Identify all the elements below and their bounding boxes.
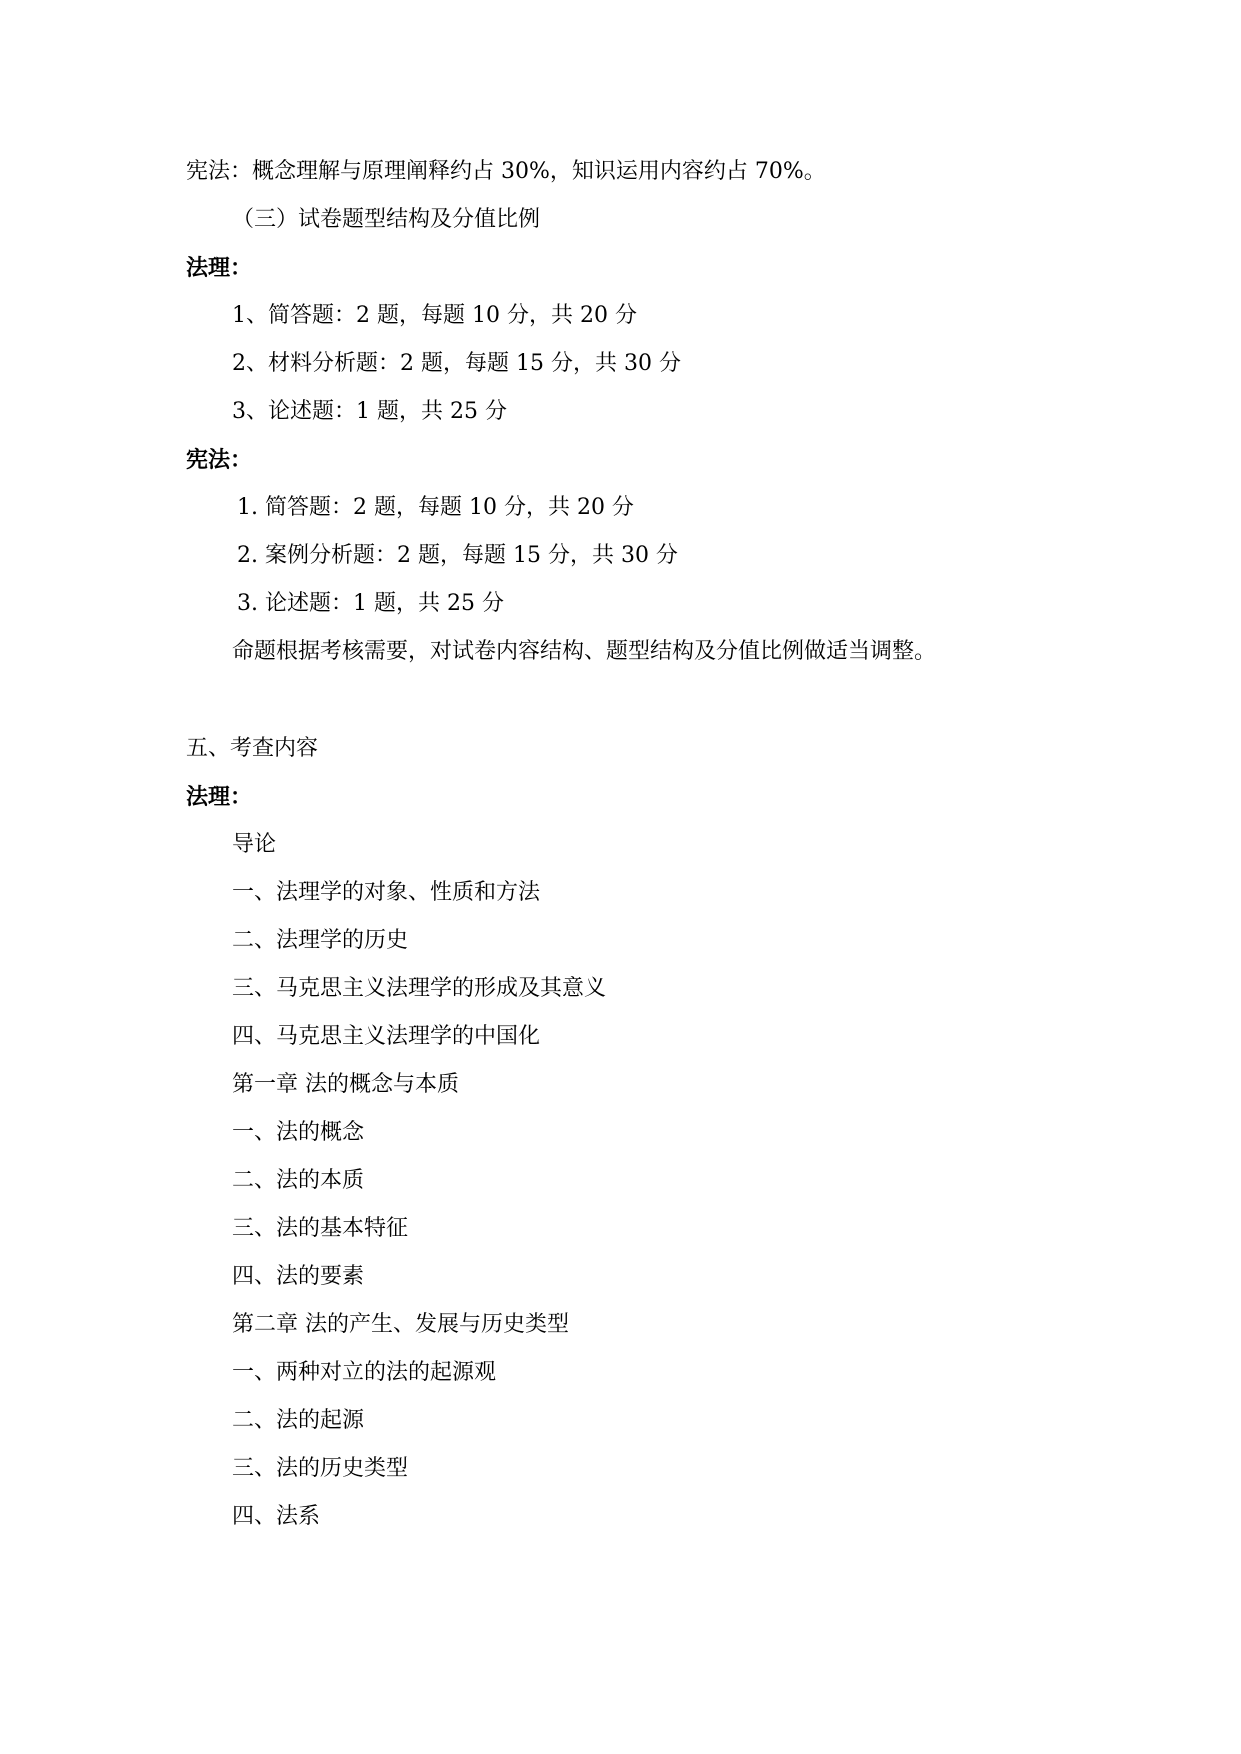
subheading-constitution: 宪法：	[186, 447, 253, 473]
section-heading-exam-content: 五、考查内容	[186, 736, 319, 761]
list-item: 一、法的概念	[232, 1120, 365, 1145]
list-item-material-analysis: 2、材料分析题：2 题，每题 15 分，共 30 分	[232, 351, 681, 376]
chapter-heading-introduction: 导论	[232, 832, 277, 857]
list-item-essay: 3. 论述题：1 题，共 25 分	[237, 591, 504, 616]
list-item: 三、法的基本特征	[232, 1216, 409, 1241]
section-heading-exam-structure: （三）试卷题型结构及分值比例	[232, 207, 541, 232]
subheading-jurisprudence: 法理：	[186, 255, 253, 281]
list-item: 四、马克思主义法理学的中国化	[232, 1024, 541, 1049]
list-item-short-answer: 1、简答题：2 题，每题 10 分，共 20 分	[232, 303, 637, 328]
chapter-heading-1: 第一章 法的概念与本质	[232, 1072, 459, 1097]
list-item: 一、法理学的对象、性质和方法	[232, 880, 541, 905]
list-item: 三、法的历史类型	[232, 1456, 409, 1481]
paragraph-adjustment-note: 命题根据考核需要，对试卷内容结构、题型结构及分值比例做适当调整。	[232, 639, 937, 664]
subheading-jurisprudence: 法理：	[186, 784, 253, 810]
list-item-short-answer: 1. 简答题：2 题，每题 10 分，共 20 分	[237, 495, 634, 520]
list-item-case-analysis: 2. 案例分析题：2 题，每题 15 分，共 30 分	[237, 543, 678, 568]
list-item: 二、法的起源	[232, 1408, 365, 1433]
paragraph-constitution-ratio: 宪法：概念理解与原理阐释约占 30%，知识运用内容约占 70%。	[186, 159, 826, 184]
list-item: 四、法系	[232, 1504, 321, 1529]
chapter-heading-2: 第二章 法的产生、发展与历史类型	[232, 1312, 569, 1337]
list-item: 四、法的要素	[232, 1264, 365, 1289]
list-item-essay: 3、论述题：1 题，共 25 分	[232, 399, 507, 424]
list-item: 一、两种对立的法的起源观	[232, 1360, 497, 1385]
list-item: 三、马克思主义法理学的形成及其意义	[232, 976, 607, 1001]
list-item: 二、法的本质	[232, 1168, 365, 1193]
list-item: 二、法理学的历史	[232, 928, 409, 953]
